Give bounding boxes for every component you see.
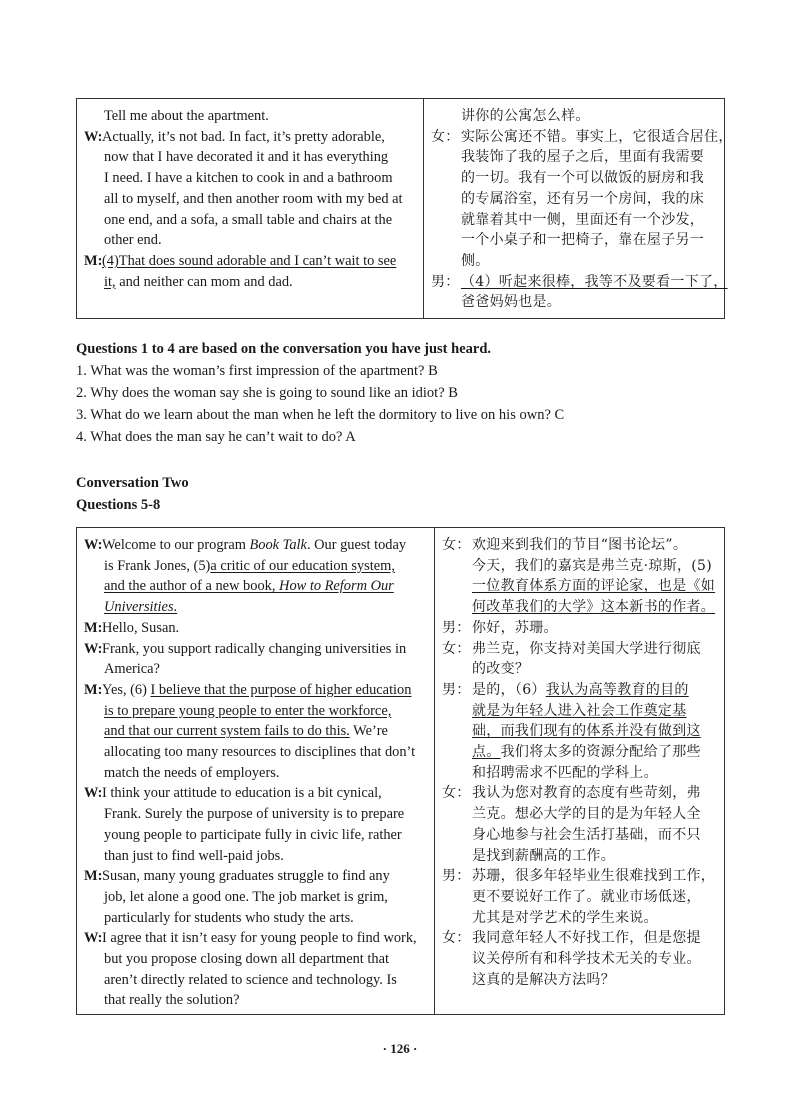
text-line: and the author of a new book, How to Reform Our <box>104 578 394 595</box>
text-line: but you propose closing down all department that <box>104 951 389 968</box>
text-line: 爸爸妈妈也是。 <box>461 294 562 311</box>
text-line: all to myself, and then another room with my bed at <box>104 190 403 207</box>
conversation-two-title: Conversation Two <box>76 475 189 491</box>
text-line: 就是为年轻人进入社会工作奠定基 <box>472 702 687 719</box>
conversation-two-table <box>76 527 725 1015</box>
text-line: W:Welcome to our program Book Talk. Our guest today <box>84 537 407 553</box>
text-line: 女：实际公寓还不错。事实上，它很适合居住， <box>431 128 733 145</box>
text-line: that really the solution? <box>104 992 240 1009</box>
text-line: 女：我同意年轻人不好找工作，但是您提 <box>442 930 701 947</box>
text-line: now that I have decorated it and it has everything <box>104 149 389 166</box>
text-line: M:Hello, Susan. <box>84 619 180 636</box>
text-line: I need. I have a kitchen to cook in and a bathroom <box>104 170 393 187</box>
text-line: 今天，我们的嘉宾是弗兰克·琼斯，(5) <box>472 557 712 574</box>
text-line: 点。我们将太多的资源分配给了那些 <box>472 744 701 761</box>
text-line: young people to participate fully in civic life, rather <box>104 826 402 843</box>
text-line: W:I agree that it isn’t easy for young people to find work, <box>84 930 417 947</box>
text-line: aren’t directly related to science and technology. Is <box>104 971 397 988</box>
text-line: W:I think your attitude to education is a bit cynical, <box>84 785 382 802</box>
text-line: it, and neither can mom and dad. <box>104 273 293 290</box>
text-line: one end, and a sofa, a small table and chairs at the <box>104 211 393 228</box>
text-line: M:(4)That does sound adorable and I can’t wait to see <box>84 252 397 269</box>
text-line: 男：苏珊，很多年轻毕业生很难找到工作， <box>442 868 716 885</box>
text-line: 尤其是对学艺术的学生来说。 <box>472 909 658 926</box>
text-line: 我装饰了我的屋子之后，里面有我需要 <box>461 149 705 166</box>
column-divider <box>423 99 424 318</box>
text-line: other end. <box>104 232 162 249</box>
text-line: 一个小桌子和一把椅子，靠在屋子另一 <box>461 232 705 249</box>
text-line: 女：我认为您对教育的态度有些苛刻，弗 <box>442 785 701 802</box>
questions-heading: Questions 1 to 4 are based on the conversation you have just heard. <box>76 341 492 357</box>
text-line: is to prepare young people to enter the workforce, <box>104 702 392 719</box>
english-column <box>84 106 414 292</box>
text-line: Tell me about the apartment. <box>104 108 269 124</box>
conversation-one-table <box>76 98 733 319</box>
text-line: 讲你的公寓怎么样。 <box>461 108 590 124</box>
question-item: 1. What was the woman’s first impression of the apartment? B <box>76 363 438 379</box>
text-line: W:Actually, it’s not bad. In fact, it’s pretty adorable, <box>84 128 385 145</box>
text-line: 兰克。想必大学的目的是为年轻人全 <box>472 806 701 823</box>
text-line: 一位教育体系方面的评论家，也是《如 <box>472 578 716 595</box>
chinese-column <box>442 535 724 990</box>
text-line: Universities. <box>104 599 178 616</box>
text-line: match the needs of employers. <box>104 764 280 781</box>
text-line: 女：欢迎来到我们的节目“图书论坛”。 <box>442 537 688 553</box>
text-line: 的改变？ <box>472 661 530 678</box>
question-item: 3. What do we learn about the man when he left the dormitory to live on his own? C <box>76 407 565 423</box>
column-divider <box>434 528 435 1014</box>
text-line: 的专属浴室，还有另一个房间，我的床 <box>461 190 705 207</box>
text-line: M:Susan, many young graduates struggle to find any <box>84 868 390 885</box>
english-column <box>84 535 429 1011</box>
text-line: particularly for students who study the arts. <box>104 909 354 926</box>
text-line: 身心地参与社会生活打基础，而不只 <box>472 826 701 843</box>
text-line: 男：（4）听起来很棒，我等不及要看一下了， <box>431 273 728 290</box>
text-line: is Frank Jones, (5)a critic of our education system, <box>104 557 395 574</box>
text-line: 侧。 <box>461 252 490 269</box>
text-line: 是找到薪酬高的工作。 <box>472 847 615 864</box>
text-line: than just to find well-paid jobs. <box>104 847 284 864</box>
chinese-column <box>431 106 733 313</box>
text-line: job, let alone a good one. The job market is grim, <box>104 888 388 905</box>
text-line: 的一切。我有一个可以做饭的厨房和我 <box>461 170 705 187</box>
text-line: M:Yes, (6) I believe that the purpose of higher education <box>84 681 412 698</box>
text-line: America? <box>104 661 160 678</box>
text-line: 和招聘需求不匹配的学科上。 <box>472 764 658 781</box>
text-line: 议关停所有和科学技术无关的专业。 <box>472 951 701 968</box>
text-line: and that our current system fails to do this. We’re <box>104 723 388 740</box>
text-line: 何改革我们的大学》这本新书的作者。 <box>472 599 716 616</box>
text-line: W:Frank, you support radically changing universities in <box>84 640 407 657</box>
text-line: 更不要说好工作了。就业市场低迷， <box>472 888 701 905</box>
text-line: 础，而我们现有的体系并没有做到这 <box>472 723 701 740</box>
text-line: 就靠着其中一侧，里面还有一个沙发， <box>461 211 705 228</box>
question-item: 4. What does the man say he can’t wait to do? A <box>76 429 356 445</box>
text-line: 男：是的，（6）我认为高等教育的目的 <box>442 681 689 698</box>
text-line: 这真的是解决方法吗？ <box>472 971 615 988</box>
text-line: 女：弗兰克，你支持对美国大学进行彻底 <box>442 640 701 657</box>
text-line: allocating too many resources to disciplines that don’t <box>104 744 416 761</box>
text-line: Frank. Surely the purpose of university is to prepare <box>104 806 405 823</box>
page-number: · 126 · <box>382 1041 418 1056</box>
question-item: 2. Why does the woman say she is going to sound like an idiot? B <box>76 385 458 401</box>
conversation-two-subtitle: Questions 5-8 <box>76 497 161 513</box>
text-line: 男：你好，苏珊。 <box>442 619 558 636</box>
